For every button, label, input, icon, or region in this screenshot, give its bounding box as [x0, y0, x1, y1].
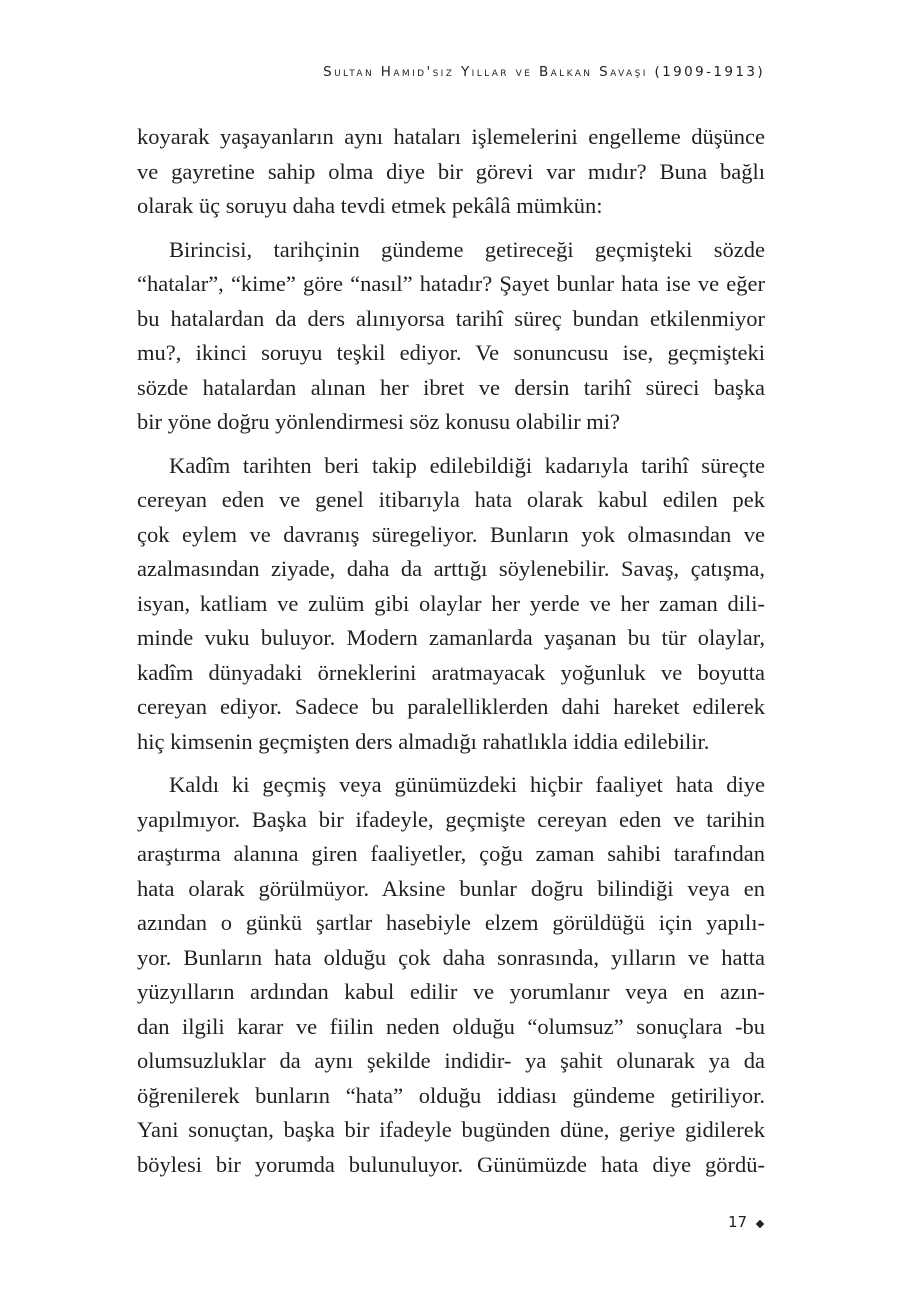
paragraph — [137, 449, 765, 760]
running-header: Sultan Hamid'siz Yıllar ve Balkan Savaşı (1909-1913) — [323, 64, 765, 80]
text-line: mu?, ikinci soruyu teşkil ediyor. Ve sonuncusu ise, geçmişteki — [137, 340, 765, 365]
text-line: olarak üç soruyu daha tevdi etmek pekâlâ mümkün: — [137, 193, 603, 218]
text-line: yüzyılların ardından kabul edilir ve yorumlanır veya en azın- — [137, 979, 765, 1004]
text-line: Kaldı ki geçmiş veya günümüzdeki hiçbir faaliyet hata diye — [169, 772, 765, 797]
text-line: böylesi bir yorumda bulunuluyor. Günümüzde hata diye gördü- — [137, 1151, 765, 1177]
text-line: cereyan ediyor. Sadece bu paralelliklerden dahi hareket edilerek — [137, 694, 765, 719]
text-line: dan ilgili karar ve fiilin neden olduğu “olumsuz” sonuçlara -bu — [137, 1013, 765, 1039]
text-line: azından o günkü şartlar hasebiyle elzem görüldüğü için yapılı- — [137, 910, 765, 935]
text-line: hiç kimsenin geçmişten ders almadığı rahatlıkla iddia edilebilir. — [137, 728, 710, 754]
text-line: çok eylem ve davranış süregeliyor. Bunların yok olmasından ve — [137, 521, 765, 547]
text-line: bir yöne doğru yönlendirmesi söz konusu olabilir mi? — [137, 409, 621, 434]
text-line: bu hatalardan da ders alınıyorsa tarihî süreç bundan etkilenmiyor — [137, 305, 765, 331]
text-line: yor. Bunların hata olduğu çok daha sonrasında, yılların ve hatta — [137, 944, 765, 970]
text-line: “hatalar”, “kime” göre “nasıl” hatadır? Şayet bunlar hata ise ve eğer — [137, 271, 765, 296]
text-line: minde vuku buluyor. Modern zamanlarda yaşanan bu tür olaylar, — [137, 625, 765, 650]
page-number: 17 — [728, 1213, 748, 1231]
body-text — [137, 120, 765, 1191]
text-line: kadîm dünyadaki örneklerini aratmayacak yoğunluk ve boyutta — [137, 659, 765, 685]
text-line: sözde hatalardan alınan her ibret ve dersin tarihî süreci başka — [137, 374, 765, 400]
text-line: ve gayretine sahip olma diye bir görevi var mıdır? Buna bağlı — [137, 158, 765, 184]
text-line: Yani sonuçtan, başka bir ifadeyle bugünden düne, geriye gidilerek — [137, 1117, 765, 1142]
text-line: hata olarak görülmüyor. Aksine bunlar doğru bilindiği veya en — [137, 875, 765, 901]
text-line: Kadîm tarihten beri takip edilebildiği kadarıyla tarihî süreçte — [169, 452, 765, 478]
paragraph — [137, 768, 765, 1182]
text-line: koyarak yaşayanların aynı hataları işlemelerini engelleme düşünce — [137, 124, 765, 149]
paragraph — [137, 233, 765, 440]
text-line: araştırma alanına giren faaliyetler, çoğu zaman sahibi tarafından — [137, 841, 765, 866]
text-line: olumsuzluklar da aynı şekilde indidir- ya şahit olunarak ya da — [137, 1048, 765, 1073]
paragraph — [137, 120, 765, 224]
diamond-ornament-icon — [756, 1219, 764, 1227]
page-footer — [728, 1213, 763, 1231]
text-line: öğrenilerek bunların “hata” olduğu iddiası gündeme getiriliyor. — [137, 1082, 765, 1108]
text-line: yapılmıyor. Başka bir ifadeyle, geçmişte cereyan eden ve tarihin — [137, 806, 765, 832]
text-line: azalmasından ziyade, daha da arttığı söylenebilir. Savaş, çatışma, — [137, 556, 765, 581]
text-line: Birincisi, tarihçinin gündeme getireceği geçmişteki sözde — [169, 236, 765, 262]
text-line: cereyan eden ve genel itibarıyla hata olarak kabul edilen pek — [137, 487, 765, 512]
text-line: isyan, katliam ve zulüm gibi olaylar her yerde ve her zaman dili- — [137, 590, 765, 616]
